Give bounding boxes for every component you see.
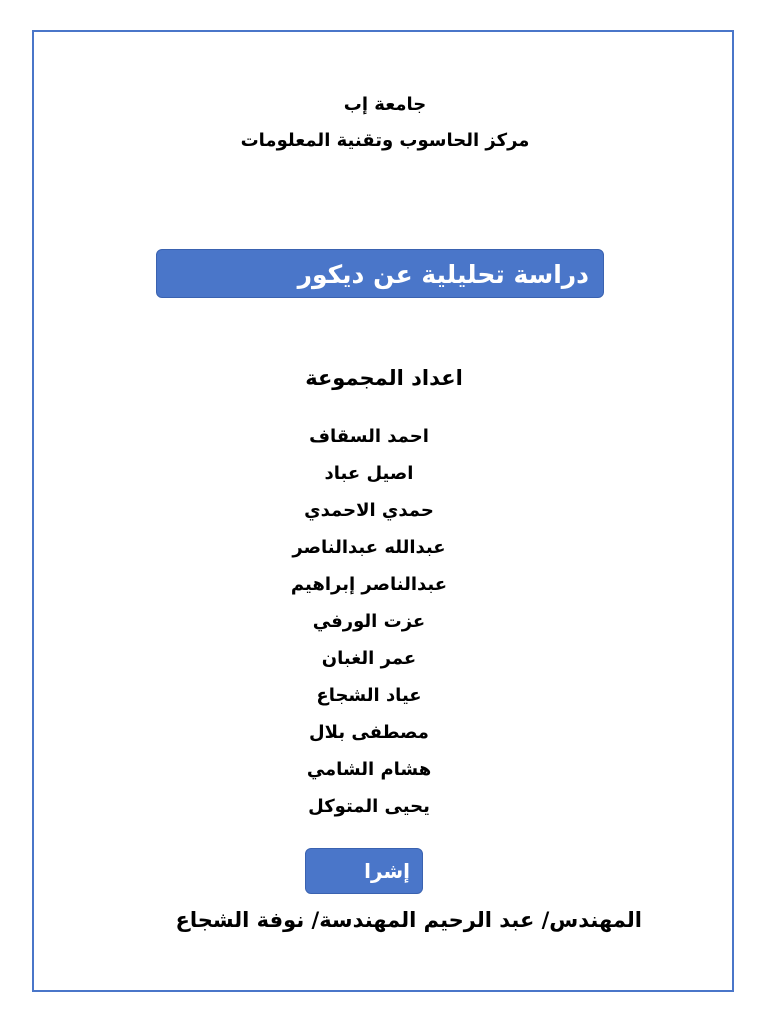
- member-name: هشام الشامي: [306, 759, 432, 780]
- member-name: عزت الورفي: [312, 611, 426, 632]
- supervisor-names: المهندس/ عبد الرحيم المهندسة/ نوفة الشجاع: [175, 908, 642, 932]
- member-name: عمر الغبان: [321, 648, 417, 669]
- center-name: مركز الحاسوب وتقنية المعلومات: [240, 130, 530, 151]
- member-name: اصيل عباد: [324, 463, 414, 484]
- member-name: مصطفى بلال: [309, 722, 429, 743]
- member-name: حمدي الاحمدي: [304, 500, 434, 521]
- member-list: [220, 418, 518, 825]
- title-banner: دراسة تحليلية عن ديكور: [156, 249, 604, 298]
- member-name: احمد السقاف: [309, 426, 429, 447]
- header-block: [240, 92, 530, 200]
- member-name: عبدالناصر إبراهيم: [290, 574, 448, 595]
- university-name: جامعة إب: [343, 94, 427, 115]
- member-name: عبدالله عبدالناصر: [292, 537, 446, 558]
- member-name: عياد الشجاع: [316, 685, 422, 706]
- group-heading: اعداد المجموعة: [305, 366, 463, 390]
- supervision-label: إشرا: [305, 848, 423, 894]
- member-name: يحيى المتوكل: [308, 796, 430, 817]
